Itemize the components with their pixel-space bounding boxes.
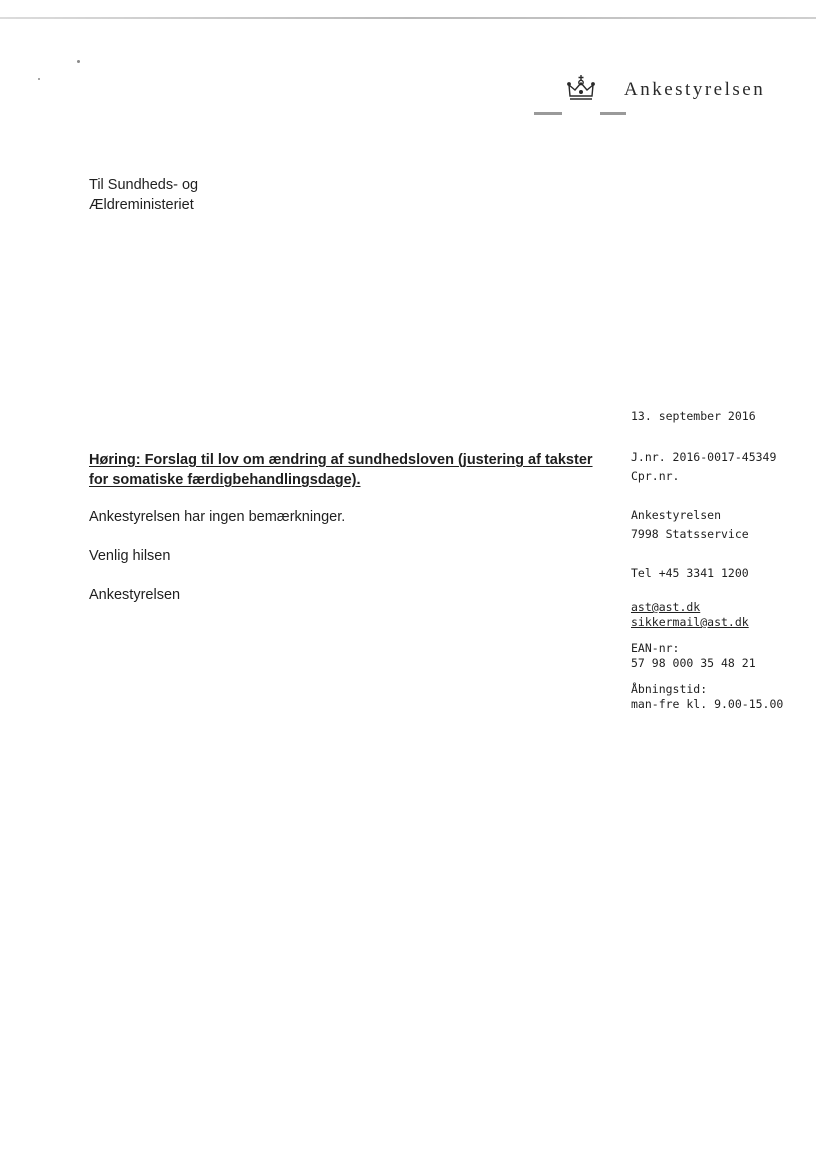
sidebar-ean	[631, 641, 756, 671]
sidebar-opening-hours	[631, 682, 783, 712]
signature: Ankestyrelsen	[89, 587, 181, 603]
sidebar-reference	[631, 450, 776, 484]
cpr-number-label: Cpr.nr.	[631, 469, 680, 483]
brand-bar-right	[600, 112, 626, 115]
scan-speck	[38, 78, 40, 80]
sidebar-email	[631, 600, 749, 630]
phone-number: Tel +45 3341 1200	[631, 566, 749, 580]
address-city: 7998 Statsservice	[631, 527, 749, 541]
recipient-line-1: Til Sundheds- og	[89, 177, 199, 193]
brand-logo	[534, 72, 814, 122]
ean-label: EAN-nr:	[631, 641, 680, 655]
recipient-block	[89, 175, 198, 215]
letter-subject: Høring: Forslag til lov om ændring af sundhedsloven (justering af takster for somatiske færdigbehandlingsdage).	[89, 452, 593, 488]
ean-value: 57 98 000 35 48 21	[631, 656, 756, 670]
opening-hours-value: man-fre kl. 9.00-15.00	[631, 697, 784, 711]
scan-speck	[77, 60, 80, 63]
scan-edge-line	[0, 17, 816, 19]
sidebar-phone	[631, 566, 749, 581]
brand-bar-left	[534, 112, 562, 115]
email-link[interactable]: ast@ast.dk	[631, 600, 701, 614]
brand-name: Ankestyrelsen	[624, 79, 766, 100]
recipient-line-2: Ældreministeriet	[89, 197, 194, 213]
crown-icon	[566, 74, 596, 102]
sidebar-address	[631, 508, 749, 542]
address-name: Ankestyrelsen	[631, 508, 722, 522]
opening-hours-label: Åbningstid:	[631, 682, 708, 696]
letter-date: 13. september 2016	[631, 409, 756, 423]
body-paragraph: Ankestyrelsen har ingen bemærkninger.	[89, 509, 346, 525]
secure-email-link[interactable]: sikkermail@ast.dk	[631, 615, 749, 629]
closing-greeting: Venlig hilsen	[89, 548, 171, 564]
journal-number: J.nr. 2016-0017-45349	[631, 450, 777, 464]
